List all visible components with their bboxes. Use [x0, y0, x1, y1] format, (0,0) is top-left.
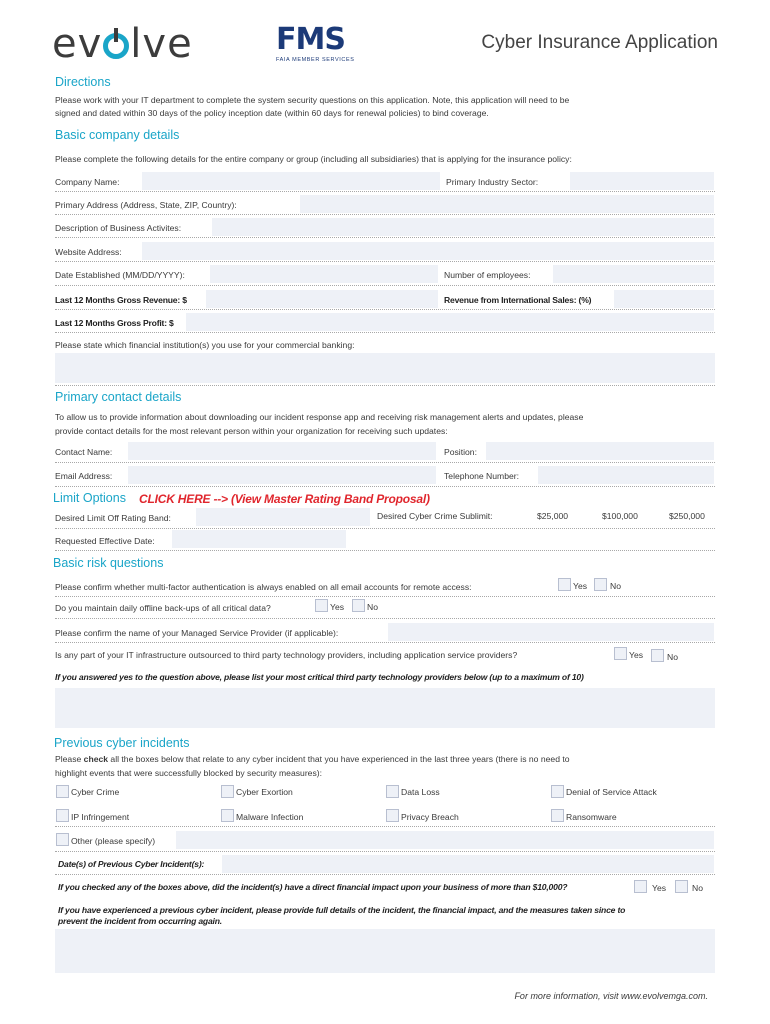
incident-checkbox[interactable]	[221, 809, 234, 822]
incidents-heading: Previous cyber incidents	[54, 736, 190, 750]
incident-details-instruction-2: prevent the incident from occurring again.	[58, 916, 222, 926]
backup-no-label: No	[367, 602, 378, 612]
divider	[55, 261, 715, 262]
limits-heading: Limit Options	[53, 491, 126, 505]
employees-field[interactable]	[553, 265, 714, 283]
contact-intro-1: To allow us to provide information about downloading our incident response app and receiving risk management alerts and updates, please	[55, 412, 584, 422]
divider	[55, 486, 715, 487]
industry-label: Primary Industry Sector:	[446, 177, 539, 187]
established-label: Date Established (MM/DD/YYYY):	[55, 270, 185, 280]
company-name-label: Company Name:	[55, 177, 120, 187]
position-field[interactable]	[486, 442, 714, 460]
desired-limit-field[interactable]	[196, 508, 370, 526]
incident-label: Cyber Exortion	[236, 787, 293, 797]
incident-dates-field[interactable]	[222, 855, 714, 873]
divider	[55, 618, 715, 619]
outsourced-yes-label: Yes	[629, 650, 644, 660]
incident-checkbox[interactable]	[551, 785, 564, 798]
company-heading: Basic company details	[55, 128, 180, 142]
divider	[55, 851, 715, 852]
directions-text-1: Please work with your IT department to complete the system security questions on this application. Note, this application will need to be	[55, 95, 570, 105]
backup-question: Do you maintain daily offline back-ups of all critical data?	[55, 603, 271, 613]
financial-impact-question: If you checked any of the boxes above, did the incident(s) have a direct financial impact upon your business of more than $10,000?	[58, 882, 568, 892]
mfa-no-label: No	[610, 581, 621, 591]
intl-sales-label: Revenue from International Sales: (%)	[444, 295, 592, 305]
fms-logo-text: FMS	[276, 22, 345, 57]
email-field[interactable]	[128, 466, 436, 484]
outsourced-yes-checkbox[interactable]	[614, 647, 627, 660]
revenue-field[interactable]	[206, 290, 438, 308]
crime-sublimit-label: Desired Cyber Crime Sublimit:	[377, 511, 493, 521]
activities-label: Description of Business Activites:	[55, 223, 182, 233]
incident-checkbox[interactable]	[56, 785, 69, 798]
providers-field[interactable]	[55, 688, 715, 728]
effective-date-label: Requested Effective Date:	[55, 536, 155, 546]
mfa-no-checkbox[interactable]	[594, 578, 607, 591]
providers-instruction: If you answered yes to the question above, please list your most critical third party technology providers below (up to a maximum of 10)	[55, 672, 584, 682]
address-label: Primary Address (Address, State, ZIP, Country):	[55, 200, 237, 210]
established-field[interactable]	[210, 265, 438, 283]
contact-name-label: Contact Name:	[55, 447, 113, 457]
divider	[55, 214, 715, 215]
incident-dates-label: Date(s) of Previous Cyber Incident(s):	[58, 859, 205, 869]
desired-limit-label: Desired Limit Off Rating Band:	[55, 513, 171, 523]
incident-other-label: Other (please specify)	[71, 836, 156, 846]
intl-sales-field[interactable]	[614, 290, 714, 308]
mfa-yes-checkbox[interactable]	[558, 578, 571, 591]
incident-checkbox[interactable]	[386, 785, 399, 798]
sublimit-option-25k[interactable]: $25,000	[537, 511, 569, 521]
intro-emphasis: check	[83, 754, 109, 764]
fms-logo	[276, 24, 366, 66]
incident-label: IP Infringement	[71, 812, 130, 822]
divider	[55, 596, 715, 597]
divider	[55, 332, 715, 333]
divider	[55, 309, 715, 310]
directions-heading: Directions	[55, 75, 111, 89]
backup-no-checkbox[interactable]	[352, 599, 365, 612]
phone-label: Telephone Number:	[444, 471, 520, 481]
position-label: Position:	[444, 447, 477, 457]
divider	[55, 285, 715, 286]
power-icon	[103, 33, 129, 59]
contact-name-field[interactable]	[128, 442, 436, 460]
incident-other-checkbox[interactable]	[56, 833, 69, 846]
document-title: Cyber Insurance Application	[481, 32, 718, 53]
phone-field[interactable]	[538, 466, 714, 484]
divider	[55, 237, 715, 238]
intro-text: Please	[55, 754, 84, 764]
impact-no-label: No	[692, 883, 703, 893]
incident-details-field[interactable]	[55, 929, 715, 973]
divider	[55, 826, 715, 827]
divider	[55, 191, 715, 192]
industry-field[interactable]	[570, 172, 714, 190]
outsourced-question: Is any part of your IT infrastructure outsourced to third party technology providers, including application service providers?	[55, 650, 518, 660]
incident-label: Denial of Service Attack	[566, 787, 657, 797]
intro-text: all the boxes below that relate to any cyber incident that you have experienced in the last three years (there is no need to	[108, 754, 570, 764]
banking-field[interactable]	[55, 353, 715, 383]
backup-yes-label: Yes	[330, 602, 345, 612]
incident-checkbox[interactable]	[221, 785, 234, 798]
sublimit-option-100k[interactable]: $100,000	[602, 511, 638, 521]
incident-checkbox[interactable]	[551, 809, 564, 822]
incident-other-field[interactable]	[176, 831, 714, 849]
mfa-question: Please confirm whether multi-factor authentication is always enabled on all email accounts for remote access:	[55, 582, 472, 592]
directions-text-2: signed and dated within 30 days of the policy inception date (within 60 days for renewal policies) to bind coverage.	[55, 108, 489, 118]
fms-logo-subtext: FAIA MEMBER SERVICES	[276, 57, 355, 63]
incident-label: Cyber Crime	[71, 787, 120, 797]
incidents-intro-2: highlight events that were successfully blocked by security measures):	[55, 768, 323, 778]
incident-label: Ransomware	[566, 812, 617, 822]
employees-label: Number of employees:	[444, 270, 531, 280]
email-label: Email Address:	[55, 471, 113, 481]
divider	[55, 874, 715, 875]
incident-details-instruction-1: If you have experienced a previous cyber incident, please provide full details of the incident, the financial impact, and the measures taken since to	[58, 905, 626, 915]
profit-label: Last 12 Months Gross Profit: $	[55, 318, 174, 328]
incidents-intro-1	[55, 753, 570, 766]
incident-label: Data Loss	[401, 787, 440, 797]
incident-checkbox[interactable]	[56, 809, 69, 822]
outsourced-no-checkbox[interactable]	[651, 649, 664, 662]
effective-date-field[interactable]	[172, 530, 346, 548]
contact-intro-2: provide contact details for the most relevant person within your organization for receiving such updates:	[55, 426, 448, 436]
divider	[55, 642, 715, 643]
outsourced-no-label: No	[667, 652, 678, 662]
company-name-field[interactable]	[142, 172, 440, 190]
divider	[55, 462, 715, 463]
revenue-label: Last 12 Months Gross Revenue: $	[55, 295, 187, 305]
impact-yes-checkbox[interactable]	[634, 880, 647, 893]
backup-yes-checkbox[interactable]	[315, 599, 328, 612]
impact-no-checkbox[interactable]	[675, 880, 688, 893]
msp-field[interactable]	[388, 623, 714, 641]
website-field[interactable]	[142, 242, 714, 260]
risk-heading: Basic risk questions	[53, 556, 164, 570]
evolve-logo: ev lve	[52, 21, 193, 67]
mfa-yes-label: Yes	[573, 581, 588, 591]
divider	[55, 528, 715, 529]
divider	[55, 550, 715, 551]
divider	[55, 385, 715, 386]
rating-band-link[interactable]: CLICK HERE --> (View Master Rating Band Proposal)	[139, 492, 430, 506]
incident-label: Malware Infection	[236, 812, 304, 822]
contact-heading: Primary contact details	[55, 390, 182, 404]
profit-field[interactable]	[186, 313, 714, 331]
impact-yes-label: Yes	[652, 883, 667, 893]
incident-label: Privacy Breach	[401, 812, 459, 822]
footer-text: For more information, visit www.evolvemga.com.	[514, 991, 708, 1001]
activities-field[interactable]	[212, 218, 714, 236]
website-label: Website Address:	[55, 247, 122, 257]
banking-label: Please state which financial institution(s) you use for your commercial banking:	[55, 340, 355, 350]
company-intro: Please complete the following details for the entire company or group (including all subsidiaries) that is applying for the insurance policy:	[55, 154, 572, 164]
incident-checkbox[interactable]	[386, 809, 399, 822]
address-field[interactable]	[300, 195, 714, 213]
sublimit-option-250k[interactable]: $250,000	[669, 511, 705, 521]
msp-question: Please confirm the name of your Managed Service Provider (if applicable):	[55, 628, 339, 638]
